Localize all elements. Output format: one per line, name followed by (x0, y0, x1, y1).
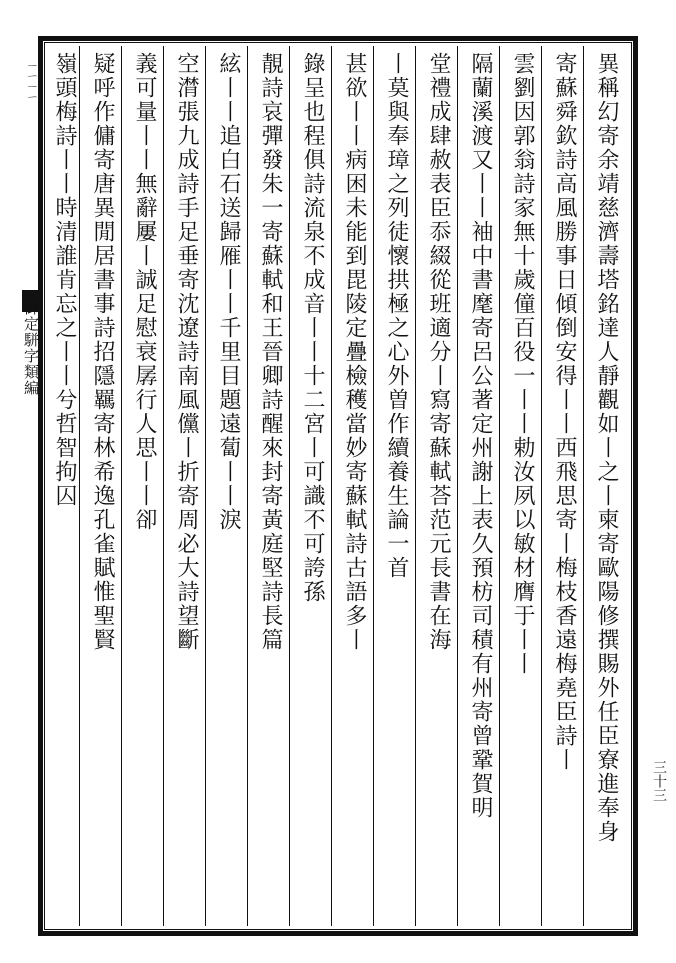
text-column-5: 堂禮成肆赦表臣忝綴從班適分丨寫寄蘇軾荅范元長書在海 (426, 52, 451, 652)
text-column-12: 義可量丨丨無辭屢丨誠足慰衰孱行人思丨丨卻 (132, 52, 157, 532)
text-column-7: 甚欲丨丨病困未能到毘陵定疊檢穫當妙寄蘇軾詩古語多丨 (342, 52, 367, 652)
margin-title: 御定駢字類編 (22, 300, 40, 396)
text-column-9: 靚詩哀彈發朱一寄蘇軾和王晉卿詩醒來封寄黃庭堅詩長篇 (258, 52, 283, 652)
margin-marks: ㄧㄧㄧㄧ (23, 60, 38, 102)
text-column-14: 嶺頭梅詩丨丨時清誰肯忘之丨丨兮哲智拘囚 (52, 52, 77, 508)
text-column-13: 疑呼作傭寄唐異閒居書事詩招隱羈寄林希逸孔雀賦惟聖賢 (90, 52, 115, 652)
column-rule (457, 46, 458, 926)
column-rule (541, 46, 542, 926)
text-column-10: 絃丨丨追白石送歸雁丨丨千里目題遠蔔丨丨淚 (216, 52, 241, 532)
column-rule (205, 46, 206, 926)
page-number: 三十三 (651, 760, 667, 802)
text-column-8: 錄呈也程俱詩流泉不成音丨丨十二宮丨可識不可誇孫 (300, 52, 325, 604)
text-column-11: 空潸張九成詩手足垂寄沈遼詩南風儻丨折寄周必大詩望斷 (174, 52, 199, 652)
column-rule (163, 46, 164, 926)
text-column-3: 雲劉因郭翁詩家無十歲僮百役一丨丨勅汝夙以敏材膺于丨丨 (510, 52, 535, 676)
text-column-2: 寄蘇舜欽詩高風勝事日傾倒安得丨丨西飛思寄丨梅枝香遠梅堯臣詩丨 (552, 52, 577, 772)
column-rule (415, 46, 416, 926)
column-rule (331, 46, 332, 926)
column-rule (373, 46, 374, 926)
text-column-1: 異稱幻寄余靖慈濟壽塔銘達人靜觀如丨之丨柬寄歐陽修撰賜外任臣寮進奉身 (594, 52, 619, 844)
column-rule (289, 46, 290, 926)
text-column-4: 隔蘭溪渡又丨丨袖中書麾寄呂公著定州謝上表久預枋司積有州寄曾鞏賀明 (468, 52, 493, 820)
text-column-6: 丨莫與奉璋之列徒懷拱極之心外曽作續養生論一首 (384, 52, 409, 580)
column-rule (121, 46, 122, 926)
column-rule (247, 46, 248, 926)
column-rule (583, 46, 584, 926)
column-rule (499, 46, 500, 926)
